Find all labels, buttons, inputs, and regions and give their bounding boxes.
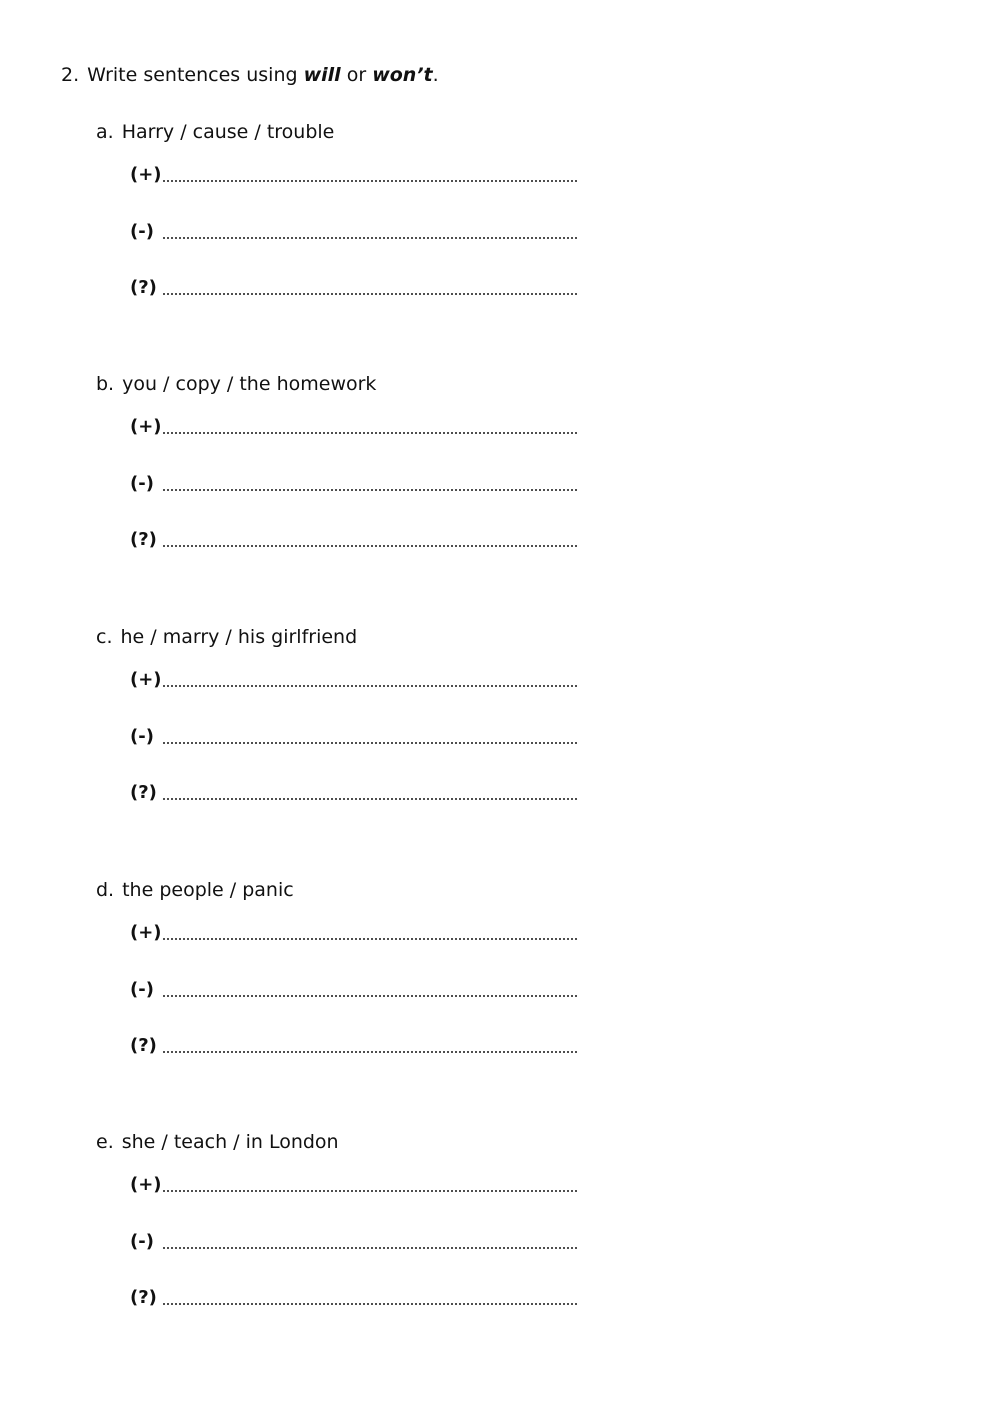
dotted-answer-field[interactable] [162, 180, 578, 182]
item-prompt [96, 1127, 339, 1157]
answer-line-question[interactable] [130, 1282, 578, 1312]
negative-sign: (-) [130, 220, 154, 242]
dotted-answer-field[interactable] [162, 1303, 578, 1305]
answer-line-negative[interactable] [130, 721, 578, 751]
question-sign: (?) [130, 276, 157, 298]
answer-line-positive[interactable] [130, 917, 578, 947]
item-prompt [96, 622, 357, 652]
instruction-text: . [432, 64, 439, 86]
positive-sign: (+) [130, 163, 162, 185]
answer-line-positive[interactable] [130, 1169, 578, 1199]
answer-line-question[interactable] [130, 1030, 578, 1060]
instruction-text: or [340, 64, 373, 86]
item-letter: b. [96, 373, 115, 395]
dotted-answer-field[interactable] [162, 1190, 578, 1192]
negative-sign: (-) [130, 725, 154, 747]
dotted-answer-field[interactable] [162, 432, 578, 434]
exercise-item-e [96, 1127, 696, 1367]
question-sign: (?) [130, 1286, 157, 1308]
answer-line-question[interactable] [130, 777, 578, 807]
dotted-answer-field[interactable] [162, 938, 578, 940]
keyword-wont: won’t [372, 64, 433, 86]
answer-line-question[interactable] [130, 524, 578, 554]
exercise-instruction [61, 60, 439, 90]
positive-sign: (+) [130, 1173, 162, 1195]
item-letter: e. [96, 1131, 114, 1153]
item-letter: d. [96, 879, 115, 901]
dotted-answer-field[interactable] [162, 1247, 578, 1249]
dotted-answer-field[interactable] [162, 489, 578, 491]
negative-sign: (-) [130, 1230, 154, 1252]
exercise-item-d [96, 875, 696, 1115]
exercise-item-b [96, 369, 696, 609]
item-letter: c. [96, 626, 113, 648]
item-prompt-text: she / teach / in London [121, 1131, 339, 1153]
keyword-will: will [303, 64, 341, 86]
dotted-answer-field[interactable] [162, 798, 578, 800]
question-sign: (?) [130, 1034, 157, 1056]
positive-sign: (+) [130, 415, 162, 437]
answer-line-negative[interactable] [130, 1226, 578, 1256]
answer-line-positive[interactable] [130, 664, 578, 694]
answer-line-negative[interactable] [130, 216, 578, 246]
answer-line-question[interactable] [130, 272, 578, 302]
item-prompt-text: you / copy / the homework [122, 373, 377, 395]
item-letter: a. [96, 121, 114, 143]
negative-sign: (-) [130, 472, 154, 494]
question-sign: (?) [130, 781, 157, 803]
exercise-item-a [96, 117, 696, 357]
answer-line-negative[interactable] [130, 468, 578, 498]
item-prompt [96, 369, 376, 399]
positive-sign: (+) [130, 921, 162, 943]
answer-line-positive[interactable] [130, 159, 578, 189]
item-prompt [96, 117, 334, 147]
dotted-answer-field[interactable] [162, 293, 578, 295]
dotted-answer-field[interactable] [162, 237, 578, 239]
exercise-item-c [96, 622, 696, 862]
question-sign: (?) [130, 528, 157, 550]
dotted-answer-field[interactable] [162, 685, 578, 687]
negative-sign: (-) [130, 978, 154, 1000]
answer-line-negative[interactable] [130, 974, 578, 1004]
exercise-number: 2. [61, 64, 80, 86]
instruction-text: Write sentences using [87, 64, 304, 86]
item-prompt-text: the people / panic [122, 879, 294, 901]
dotted-answer-field[interactable] [162, 742, 578, 744]
dotted-answer-field[interactable] [162, 1051, 578, 1053]
item-prompt-text: he / marry / his girlfriend [120, 626, 358, 648]
dotted-answer-field[interactable] [162, 995, 578, 997]
item-prompt-text: Harry / cause / trouble [121, 121, 335, 143]
positive-sign: (+) [130, 668, 162, 690]
dotted-answer-field[interactable] [162, 545, 578, 547]
item-prompt [96, 875, 294, 905]
answer-line-positive[interactable] [130, 411, 578, 441]
